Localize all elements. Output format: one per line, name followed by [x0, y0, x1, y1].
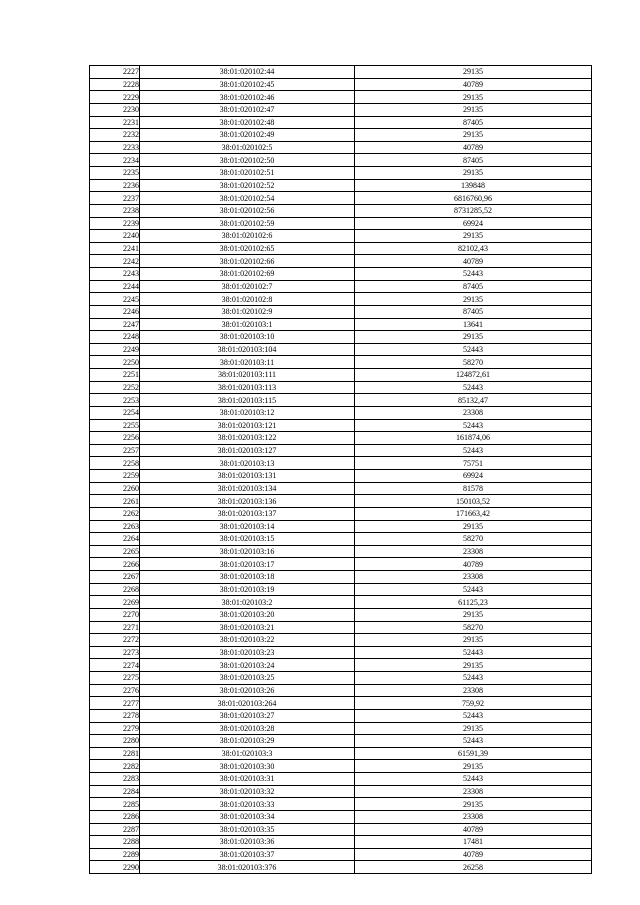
value-cell: 52443 — [355, 773, 592, 786]
table-row — [90, 217, 592, 230]
value-cell: 171663,42 — [355, 507, 592, 520]
table-row — [90, 432, 592, 445]
cadastral-number-cell: 38:01:020102:48 — [140, 116, 355, 129]
cadastral-number-cell: 38:01:020103:25 — [140, 672, 355, 685]
row-number-cell: 2248 — [90, 331, 140, 344]
table-row — [90, 167, 592, 180]
cadastral-number-cell: 38:01:020103:29 — [140, 735, 355, 748]
value-cell: 23308 — [355, 545, 592, 558]
cadastral-number-cell: 38:01:020103:36 — [140, 836, 355, 849]
value-cell: 17481 — [355, 836, 592, 849]
cadastral-number-cell: 38:01:020103:18 — [140, 571, 355, 584]
cadastral-number-cell: 38:01:020103:27 — [140, 709, 355, 722]
row-number-cell: 2273 — [90, 646, 140, 659]
row-number-cell: 2245 — [90, 293, 140, 306]
table-row — [90, 646, 592, 659]
row-number-cell: 2256 — [90, 432, 140, 445]
value-cell: 40789 — [355, 558, 592, 571]
value-cell: 29135 — [355, 659, 592, 672]
table-row — [90, 482, 592, 495]
value-cell: 52443 — [355, 268, 592, 281]
table-row — [90, 179, 592, 192]
cadastral-number-cell: 38:01:020103:21 — [140, 621, 355, 634]
table-row — [90, 672, 592, 685]
value-cell: 69924 — [355, 217, 592, 230]
value-cell: 69924 — [355, 470, 592, 483]
value-cell: 23308 — [355, 571, 592, 584]
table-row — [90, 697, 592, 710]
cadastral-number-cell: 38:01:020103:19 — [140, 583, 355, 596]
table-row — [90, 419, 592, 432]
cadastral-number-cell: 38:01:020103:16 — [140, 545, 355, 558]
cadastral-number-cell: 38:01:020103:137 — [140, 507, 355, 520]
table-row — [90, 608, 592, 621]
row-number-cell: 2283 — [90, 773, 140, 786]
table-row — [90, 495, 592, 508]
value-cell: 52443 — [355, 583, 592, 596]
row-number-cell: 2227 — [90, 66, 140, 79]
cadastral-number-cell: 38:01:020102:65 — [140, 242, 355, 255]
cadastral-number-cell: 38:01:020103:31 — [140, 773, 355, 786]
cadastral-number-cell: 38:01:020103:11 — [140, 356, 355, 369]
value-cell: 40789 — [355, 255, 592, 268]
cadastral-number-cell: 38:01:020102:44 — [140, 66, 355, 79]
row-number-cell: 2281 — [90, 747, 140, 760]
row-number-cell: 2242 — [90, 255, 140, 268]
cadastral-number-cell: 38:01:020103:264 — [140, 697, 355, 710]
table-row — [90, 470, 592, 483]
row-number-cell: 2253 — [90, 394, 140, 407]
value-cell: 29135 — [355, 293, 592, 306]
value-cell: 58270 — [355, 356, 592, 369]
row-number-cell: 2228 — [90, 78, 140, 91]
cadastral-number-cell: 38:01:020103:32 — [140, 785, 355, 798]
value-cell: 29135 — [355, 520, 592, 533]
row-number-cell: 2247 — [90, 318, 140, 331]
table-row — [90, 116, 592, 129]
cadastral-number-cell: 38:01:020103:10 — [140, 331, 355, 344]
value-cell: 87405 — [355, 280, 592, 293]
value-cell: 29135 — [355, 331, 592, 344]
table-row — [90, 343, 592, 356]
row-number-cell: 2231 — [90, 116, 140, 129]
table-row — [90, 154, 592, 167]
cadastral-number-cell: 38:01:020103:12 — [140, 406, 355, 419]
cadastral-number-cell: 38:01:020102:69 — [140, 268, 355, 281]
cadastral-number-cell: 38:01:020103:14 — [140, 520, 355, 533]
row-number-cell: 2229 — [90, 91, 140, 104]
row-number-cell: 2235 — [90, 167, 140, 180]
row-number-cell: 2276 — [90, 684, 140, 697]
value-cell: 29135 — [355, 634, 592, 647]
row-number-cell: 2285 — [90, 798, 140, 811]
value-cell: 29135 — [355, 230, 592, 243]
value-cell: 87405 — [355, 154, 592, 167]
value-cell: 26258 — [355, 861, 592, 874]
table-row — [90, 760, 592, 773]
table-row — [90, 444, 592, 457]
value-cell: 52443 — [355, 343, 592, 356]
row-number-cell: 2251 — [90, 369, 140, 382]
value-cell: 29135 — [355, 103, 592, 116]
row-number-cell: 2278 — [90, 709, 140, 722]
table-row — [90, 810, 592, 823]
table-row — [90, 520, 592, 533]
table-row — [90, 558, 592, 571]
table-row — [90, 773, 592, 786]
cadastral-number-cell: 38:01:020102:45 — [140, 78, 355, 91]
row-number-cell: 2290 — [90, 861, 140, 874]
value-cell: 52443 — [355, 381, 592, 394]
row-number-cell: 2263 — [90, 520, 140, 533]
row-number-cell: 2284 — [90, 785, 140, 798]
cadastral-number-cell: 38:01:020103:2 — [140, 596, 355, 609]
table-row — [90, 242, 592, 255]
table-row — [90, 659, 592, 672]
table-row — [90, 129, 592, 142]
value-cell: 61125,23 — [355, 596, 592, 609]
table-row — [90, 621, 592, 634]
table-row — [90, 457, 592, 470]
row-number-cell: 2252 — [90, 381, 140, 394]
cadastral-number-cell: 38:01:020102:5 — [140, 141, 355, 154]
table-row — [90, 709, 592, 722]
cadastral-number-cell: 38:01:020103:23 — [140, 646, 355, 659]
cadastral-number-cell: 38:01:020103:15 — [140, 533, 355, 546]
value-cell: 61591,39 — [355, 747, 592, 760]
table-row — [90, 861, 592, 874]
cadastral-number-cell: 38:01:020102:9 — [140, 305, 355, 318]
value-cell: 759,92 — [355, 697, 592, 710]
table-row — [90, 571, 592, 584]
table-row — [90, 204, 592, 217]
table-row — [90, 684, 592, 697]
row-number-cell: 2265 — [90, 545, 140, 558]
value-cell: 58270 — [355, 533, 592, 546]
value-cell: 75751 — [355, 457, 592, 470]
table-row — [90, 634, 592, 647]
table-row — [90, 103, 592, 116]
cadastral-number-cell: 38:01:020103:104 — [140, 343, 355, 356]
row-number-cell: 2274 — [90, 659, 140, 672]
cadastral-number-cell: 38:01:020103:26 — [140, 684, 355, 697]
row-number-cell: 2250 — [90, 356, 140, 369]
cadastral-number-cell: 38:01:020103:111 — [140, 369, 355, 382]
table-row — [90, 545, 592, 558]
row-number-cell: 2282 — [90, 760, 140, 773]
row-number-cell: 2233 — [90, 141, 140, 154]
row-number-cell: 2255 — [90, 419, 140, 432]
cadastral-number-cell: 38:01:020103:30 — [140, 760, 355, 773]
cadastral-number-cell: 38:01:020103:121 — [140, 419, 355, 432]
cadastral-number-cell: 38:01:020103:376 — [140, 861, 355, 874]
row-number-cell: 2237 — [90, 192, 140, 205]
cadastral-number-cell: 38:01:020102:6 — [140, 230, 355, 243]
cadastral-number-cell: 38:01:020103:1 — [140, 318, 355, 331]
value-cell: 29135 — [355, 66, 592, 79]
cadastral-number-cell: 38:01:020102:59 — [140, 217, 355, 230]
value-cell: 87405 — [355, 305, 592, 318]
cadastral-number-cell: 38:01:020103:113 — [140, 381, 355, 394]
value-cell: 52443 — [355, 419, 592, 432]
table-row — [90, 305, 592, 318]
row-number-cell: 2267 — [90, 571, 140, 584]
table-row — [90, 747, 592, 760]
table-row — [90, 369, 592, 382]
cadastral-number-cell: 38:01:020103:122 — [140, 432, 355, 445]
cadastral-number-cell: 38:01:020103:131 — [140, 470, 355, 483]
value-cell: 23308 — [355, 785, 592, 798]
row-number-cell: 2234 — [90, 154, 140, 167]
cadastral-number-cell: 38:01:020103:33 — [140, 798, 355, 811]
value-cell: 23308 — [355, 810, 592, 823]
row-number-cell: 2254 — [90, 406, 140, 419]
table-row — [90, 394, 592, 407]
row-number-cell: 2288 — [90, 836, 140, 849]
table-row — [90, 381, 592, 394]
value-cell: 52443 — [355, 444, 592, 457]
cadastral-number-cell: 38:01:020102:8 — [140, 293, 355, 306]
row-number-cell: 2238 — [90, 204, 140, 217]
row-number-cell: 2270 — [90, 608, 140, 621]
table-row — [90, 836, 592, 849]
table-row — [90, 596, 592, 609]
table-row — [90, 785, 592, 798]
row-number-cell: 2246 — [90, 305, 140, 318]
table-row — [90, 318, 592, 331]
value-cell: 52443 — [355, 735, 592, 748]
cadastral-number-cell: 38:01:020102:54 — [140, 192, 355, 205]
table-row — [90, 230, 592, 243]
value-cell: 150103,52 — [355, 495, 592, 508]
cadastral-number-cell: 38:01:020103:34 — [140, 810, 355, 823]
cadastral-number-cell: 38:01:020102:46 — [140, 91, 355, 104]
row-number-cell: 2257 — [90, 444, 140, 457]
cadastral-number-cell: 38:01:020103:22 — [140, 634, 355, 647]
row-number-cell: 2241 — [90, 242, 140, 255]
table-row — [90, 78, 592, 91]
value-cell: 124872,61 — [355, 369, 592, 382]
value-cell: 81578 — [355, 482, 592, 495]
row-number-cell: 2286 — [90, 810, 140, 823]
value-cell: 23308 — [355, 684, 592, 697]
table-row — [90, 293, 592, 306]
row-number-cell: 2269 — [90, 596, 140, 609]
cadastral-number-cell: 38:01:020102:66 — [140, 255, 355, 268]
value-cell: 29135 — [355, 91, 592, 104]
table-row — [90, 331, 592, 344]
row-number-cell: 2268 — [90, 583, 140, 596]
cadastral-number-cell: 38:01:020102:7 — [140, 280, 355, 293]
row-number-cell: 2275 — [90, 672, 140, 685]
table-row — [90, 583, 592, 596]
cadastral-number-cell: 38:01:020102:52 — [140, 179, 355, 192]
row-number-cell: 2236 — [90, 179, 140, 192]
table-row — [90, 141, 592, 154]
value-cell: 52443 — [355, 709, 592, 722]
row-number-cell: 2243 — [90, 268, 140, 281]
value-cell: 52443 — [355, 646, 592, 659]
value-cell: 161874,06 — [355, 432, 592, 445]
row-number-cell: 2230 — [90, 103, 140, 116]
value-cell: 139848 — [355, 179, 592, 192]
cadastral-number-cell: 38:01:020103:24 — [140, 659, 355, 672]
table-body — [90, 66, 592, 874]
cadastral-number-cell: 38:01:020103:35 — [140, 823, 355, 836]
row-number-cell: 2289 — [90, 848, 140, 861]
row-number-cell: 2266 — [90, 558, 140, 571]
cadastral-number-cell: 38:01:020102:56 — [140, 204, 355, 217]
value-cell: 29135 — [355, 798, 592, 811]
value-cell: 85132,47 — [355, 394, 592, 407]
value-cell: 52443 — [355, 672, 592, 685]
table-row — [90, 280, 592, 293]
cadastral-number-cell: 38:01:020103:127 — [140, 444, 355, 457]
value-cell: 87405 — [355, 116, 592, 129]
row-number-cell: 2279 — [90, 722, 140, 735]
value-cell: 6816760,96 — [355, 192, 592, 205]
table-row — [90, 356, 592, 369]
cadastral-number-cell: 38:01:020103:134 — [140, 482, 355, 495]
cadastral-number-cell: 38:01:020103:115 — [140, 394, 355, 407]
value-cell: 29135 — [355, 760, 592, 773]
row-number-cell: 2272 — [90, 634, 140, 647]
cadastral-number-cell: 38:01:020103:20 — [140, 608, 355, 621]
table-row — [90, 406, 592, 419]
value-cell: 29135 — [355, 608, 592, 621]
row-number-cell: 2249 — [90, 343, 140, 356]
table-row — [90, 507, 592, 520]
table-row — [90, 91, 592, 104]
cadastral-number-cell: 38:01:020103:136 — [140, 495, 355, 508]
value-cell: 82102,43 — [355, 242, 592, 255]
table-row — [90, 823, 592, 836]
value-cell: 40789 — [355, 848, 592, 861]
cadastral-number-cell: 38:01:020103:28 — [140, 722, 355, 735]
value-cell: 29135 — [355, 167, 592, 180]
row-number-cell: 2240 — [90, 230, 140, 243]
table-row — [90, 722, 592, 735]
cadastral-number-cell: 38:01:020102:47 — [140, 103, 355, 116]
row-number-cell: 2264 — [90, 533, 140, 546]
value-cell: 40789 — [355, 78, 592, 91]
row-number-cell: 2277 — [90, 697, 140, 710]
table-row — [90, 268, 592, 281]
row-number-cell: 2280 — [90, 735, 140, 748]
row-number-cell: 2239 — [90, 217, 140, 230]
cadastral-number-cell: 38:01:020103:13 — [140, 457, 355, 470]
table-row — [90, 533, 592, 546]
table-row — [90, 255, 592, 268]
row-number-cell: 2260 — [90, 482, 140, 495]
value-cell: 40789 — [355, 141, 592, 154]
cadastral-value-table — [89, 65, 592, 874]
table-row — [90, 848, 592, 861]
cadastral-number-cell: 38:01:020102:50 — [140, 154, 355, 167]
value-cell: 29135 — [355, 722, 592, 735]
cadastral-number-cell: 38:01:020102:51 — [140, 167, 355, 180]
row-number-cell: 2244 — [90, 280, 140, 293]
cadastral-number-cell: 38:01:020102:49 — [140, 129, 355, 142]
table-row — [90, 66, 592, 79]
row-number-cell: 2258 — [90, 457, 140, 470]
cadastral-number-cell: 38:01:020103:37 — [140, 848, 355, 861]
row-number-cell: 2287 — [90, 823, 140, 836]
table-row — [90, 798, 592, 811]
value-cell: 58270 — [355, 621, 592, 634]
cadastral-number-cell: 38:01:020103:3 — [140, 747, 355, 760]
value-cell: 8731285,52 — [355, 204, 592, 217]
value-cell: 29135 — [355, 129, 592, 142]
row-number-cell: 2259 — [90, 470, 140, 483]
row-number-cell: 2232 — [90, 129, 140, 142]
value-cell: 13641 — [355, 318, 592, 331]
row-number-cell: 2261 — [90, 495, 140, 508]
table-row — [90, 192, 592, 205]
value-cell: 40789 — [355, 823, 592, 836]
table-row — [90, 735, 592, 748]
row-number-cell: 2271 — [90, 621, 140, 634]
row-number-cell: 2262 — [90, 507, 140, 520]
cadastral-number-cell: 38:01:020103:17 — [140, 558, 355, 571]
value-cell: 23308 — [355, 406, 592, 419]
